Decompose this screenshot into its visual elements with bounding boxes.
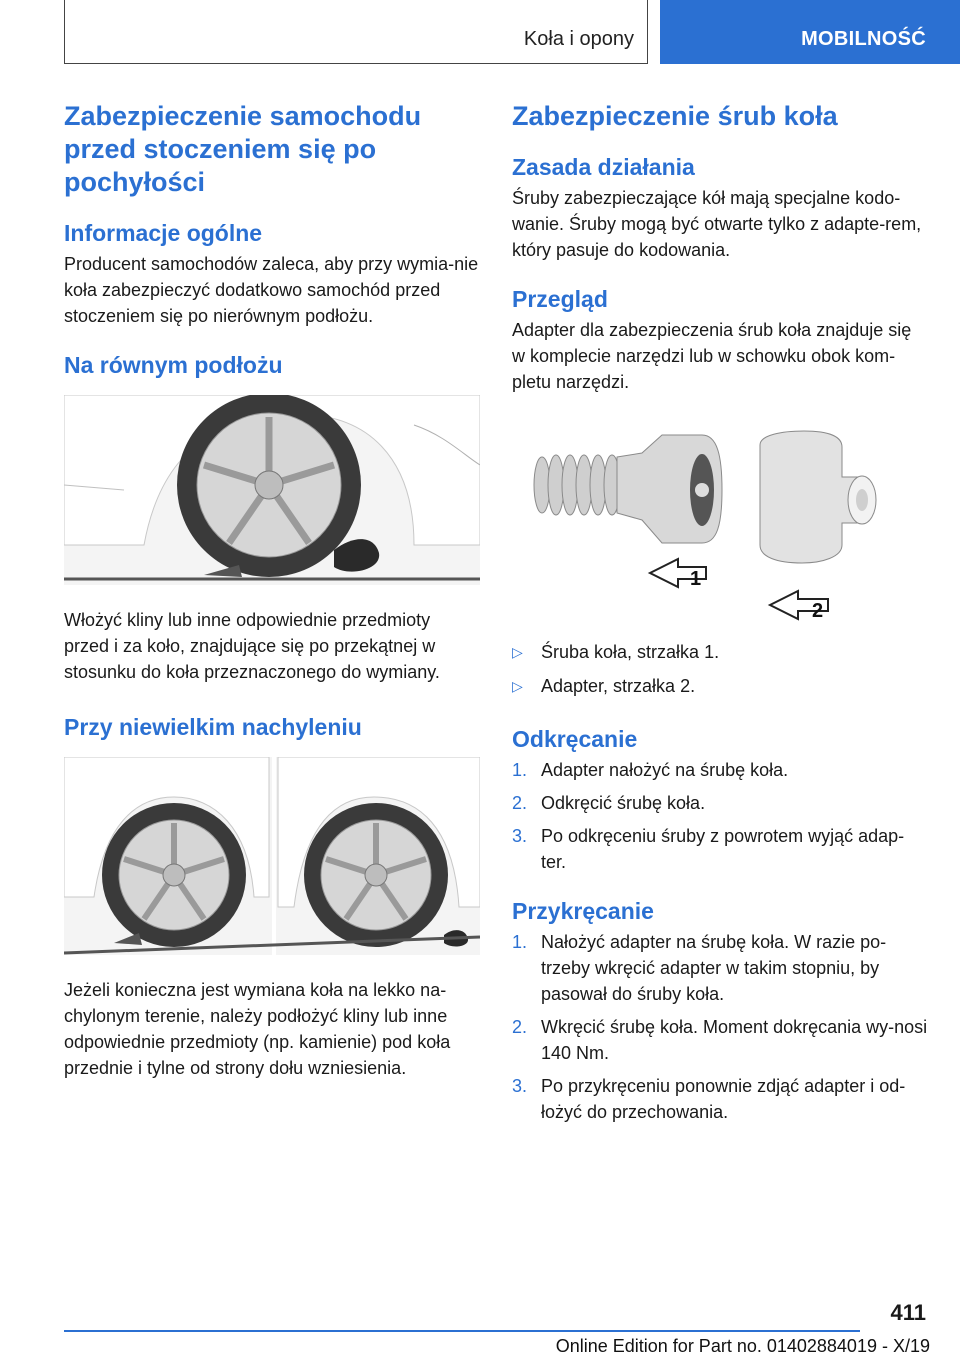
text-general-info: Producent samochodów zaleca, aby przy wymia-nie koła zabezpieczyć dodatkowo samochód przed stoczeniem się po nierównym podłożu. xyxy=(64,254,479,326)
right-column xyxy=(512,100,928,1132)
header-chapter-tab[interactable] xyxy=(660,0,960,64)
header-section-title: Koła i opony xyxy=(523,28,634,50)
footer-edition: Online Edition for Part no. 01402884019 - X/19 xyxy=(555,1336,930,1356)
list-item: ▷ Śruba koła, strzałka 1. xyxy=(512,639,928,665)
list-item: ▷ Adapter, strzałka 2. xyxy=(512,673,928,699)
heading-principle: Zasada działania xyxy=(512,154,695,180)
list-item: 1. Adapter nałożyć na śrubę koła. xyxy=(512,760,789,780)
figure-label-1: 1 xyxy=(690,568,702,590)
text-level-ground: Włożyć kliny lub inne odpowiednie przedmioty przed i za koło, znajdujące się po przekątnej w stosunku do koła przeznaczonego do wymiany. xyxy=(64,610,440,682)
wheel-chock-level-illustration xyxy=(64,395,480,585)
triangle-bullet-icon: ▷ xyxy=(512,678,523,694)
header-chapter-label: MOBILNOŚĆ xyxy=(801,28,926,50)
wheel-chock-slope-illustration xyxy=(64,757,480,955)
list-item: 2. Wkręcić śrubę koła. Moment dokręcania wy-nosi 140 Nm. xyxy=(512,1017,928,1063)
list-item: 2. Odkręcić śrubę koła. xyxy=(512,793,706,813)
left-column xyxy=(64,100,480,1081)
text-slight-slope: Jeżeli konieczna jest wymiana koła na lekko na-chylonym terenie, należy podłożyć kliny lub inne odpowiednie przedmioty (np. kamienie) pod koła przednie i tylne od strony dołu wzniesienia. xyxy=(64,980,451,1078)
page-number: 411 xyxy=(890,1300,926,1325)
heading-screwing: Przykręcanie xyxy=(512,898,654,924)
screwing-steps xyxy=(512,929,928,1125)
list-item: 3. Po przykręceniu ponownie zdjąć adapter i od-łożyć do przechowania. xyxy=(512,1076,906,1122)
figure-legend-list xyxy=(512,639,928,699)
heading-level-ground: Na równym podłożu xyxy=(64,352,283,378)
heading-slight-slope: Przy niewielkim nachyleniu xyxy=(64,714,362,740)
text-principle: Śruby zabezpieczające kół mają specjalne kodo-wanie. Śruby mogą być otwarte tylko z adapte-rem, który pasuje do kodowania. xyxy=(512,188,922,260)
figure-label-2: 2 xyxy=(812,600,824,622)
text-overview: Adapter dla zabezpieczenia śrub koła znajduje się w komplecie narzędzi lub w schowku obok kom-pletu narzędzi. xyxy=(512,320,912,392)
unscrewing-steps xyxy=(512,757,928,875)
footer-divider xyxy=(64,1330,860,1332)
bolt-adapter-illustration xyxy=(512,425,928,625)
triangle-bullet-icon: ▷ xyxy=(512,644,523,660)
heading-general-info: Informacje ogólne xyxy=(64,220,263,246)
left-title: Zabezpieczenie samochodu przed stoczeniem się po pochyłości xyxy=(64,101,422,197)
right-title: Zabezpieczenie śrub koła xyxy=(512,101,838,131)
list-item: 3. Po odkręceniu śruby z powrotem wyjąć adap-ter. xyxy=(512,826,905,872)
list-item: 1. Nałożyć adapter na śrubę koła. W razie po-trzeby wkręcić adapter w takim stopniu, by pasował do śruby koła. xyxy=(512,932,887,1004)
heading-overview: Przegląd xyxy=(512,286,608,312)
adapter-drawing xyxy=(760,431,876,563)
heading-unscrewing: Odkręcanie xyxy=(512,726,638,752)
wheel-bolt-drawing xyxy=(534,435,722,543)
